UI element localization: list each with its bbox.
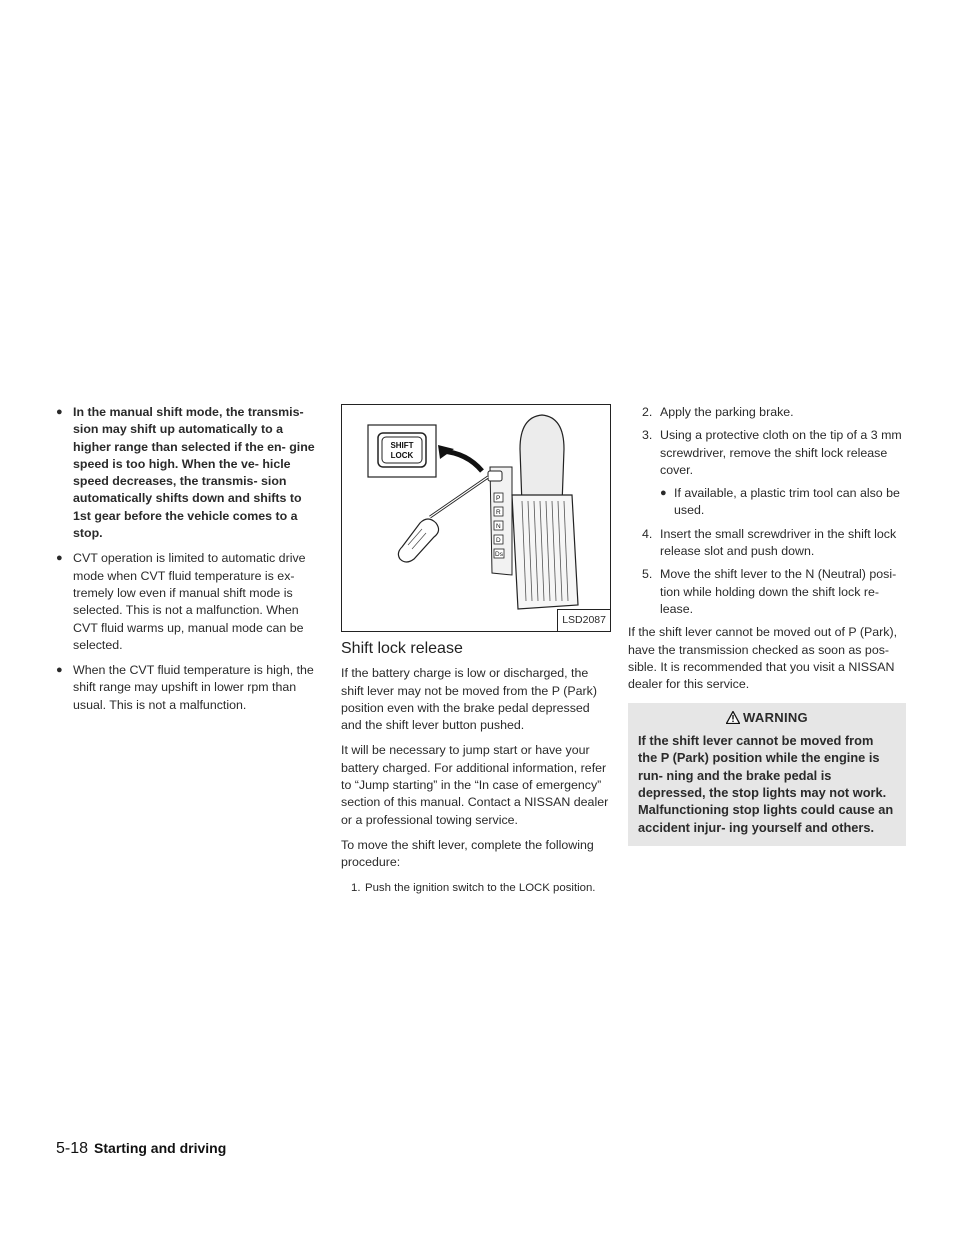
warning-box bbox=[628, 703, 906, 846]
shift-label: SHIFT bbox=[390, 441, 414, 450]
section-title: Starting and driving bbox=[94, 1140, 227, 1156]
gear-n: N bbox=[496, 523, 501, 530]
gear-ds: Ds bbox=[495, 551, 503, 558]
bullet-cvt-high-temp bbox=[56, 662, 321, 714]
step-number: 3. bbox=[642, 428, 653, 443]
paragraph: If the shift lever cannot be moved out of P (Park), have the transmission checked as soon as pos- sible. It is recommended that you visit a NISSAN dealer for this service. bbox=[628, 625, 898, 692]
step-item bbox=[341, 880, 611, 897]
bullet-icon: ● bbox=[56, 406, 63, 418]
left-column bbox=[56, 404, 321, 722]
step-item bbox=[628, 427, 906, 479]
warning-title: WARNING bbox=[743, 710, 808, 726]
bullet-icon: ● bbox=[56, 552, 63, 565]
step-text: Push the ignition switch to the LOCK position. bbox=[365, 881, 596, 894]
shift-lever-illustration bbox=[342, 405, 610, 631]
step-item bbox=[628, 526, 906, 561]
step-number: 4. bbox=[642, 526, 653, 541]
step-text: Using a protective cloth on the tip of a 3 mm screwdriver, remove the shift lock release cover. bbox=[660, 428, 902, 477]
step-number: 2. bbox=[642, 405, 653, 419]
shift-lock-button-icon bbox=[378, 433, 426, 467]
screwdriver-icon bbox=[398, 477, 488, 562]
gear-r: R bbox=[496, 509, 501, 516]
paragraph: If the battery charge is low or discharged, the shift lever may not be moved from the P (Park) position even with the brake pedal depressed and the shift lever button pushed. bbox=[341, 666, 597, 733]
step-text: Apply the parking brake. bbox=[660, 405, 794, 419]
step-number: 5. bbox=[642, 567, 653, 582]
paragraph: It will be necessary to jump start or have your battery charged. For additional information, refer to “Jump starting” in the “In case of emergency” section of this manual. Contact a NISSAN dealer or a professional towing service. bbox=[341, 743, 609, 827]
paragraph: To move the shift lever, complete the following procedure: bbox=[341, 837, 594, 870]
step-item bbox=[628, 404, 906, 421]
step-item bbox=[628, 566, 906, 618]
step-text: Move the shift lever to the N (Neutral) posi- tion while holding down the shift lock re- lease. bbox=[660, 567, 897, 616]
page-number: 5-18 bbox=[56, 1140, 89, 1157]
bullet-cvt-limited bbox=[56, 550, 321, 654]
shift-lock-figure bbox=[341, 404, 611, 632]
warning-icon bbox=[726, 711, 740, 724]
bullet-manual-shift bbox=[56, 404, 321, 542]
bullet-icon: ● bbox=[660, 487, 667, 500]
lock-label: LOCK bbox=[390, 451, 414, 460]
bullet-text: CVT operation is limited to automatic drive mode when CVT fluid temperature is ex- tremely low even if manual shift mode is selected. This is not a malfunction. When CVT fluid warms up, manual mode can be selected. bbox=[73, 551, 306, 652]
warning-text: If the shift lever cannot be moved from the P (Park) position while the engine is run- ning and the brake pedal is depressed, the stop lights may not work. Malfunctioning stop lights could cause an accident injur- ing yourself and others. bbox=[638, 732, 894, 835]
page-footer bbox=[56, 1140, 226, 1158]
gear-d: D bbox=[496, 537, 501, 544]
section-heading: Shift lock release bbox=[341, 640, 463, 657]
bullet-icon: ● bbox=[56, 664, 63, 677]
figure-code: LSD2087 bbox=[557, 609, 610, 631]
right-column bbox=[628, 404, 906, 846]
bullet-text: In the manual shift mode, the transmis- sion may shift up automatically to a higher range than selected if the en- gine speed is too high. When the ve- hicle speed decreases, the transmis- sion automatically shifts down and shifts to 1st gear before the vehicle comes to a stop. bbox=[73, 405, 315, 541]
warning-header bbox=[638, 703, 896, 731]
middle-column bbox=[341, 404, 611, 903]
gear-p: P bbox=[496, 495, 501, 502]
shift-knob-icon bbox=[520, 415, 564, 505]
bullet-text: When the CVT fluid temperature is high, the shift range may upshift in lower rpm than usual. This is not a malfunction. bbox=[73, 663, 314, 712]
step-number: 1. bbox=[351, 881, 361, 894]
sub-bullet-text: If available, a plastic trim tool can also be used. bbox=[674, 486, 900, 518]
step-text: Insert the small screwdriver in the shift lock release slot and push down. bbox=[660, 526, 897, 559]
sub-bullet bbox=[628, 485, 906, 520]
